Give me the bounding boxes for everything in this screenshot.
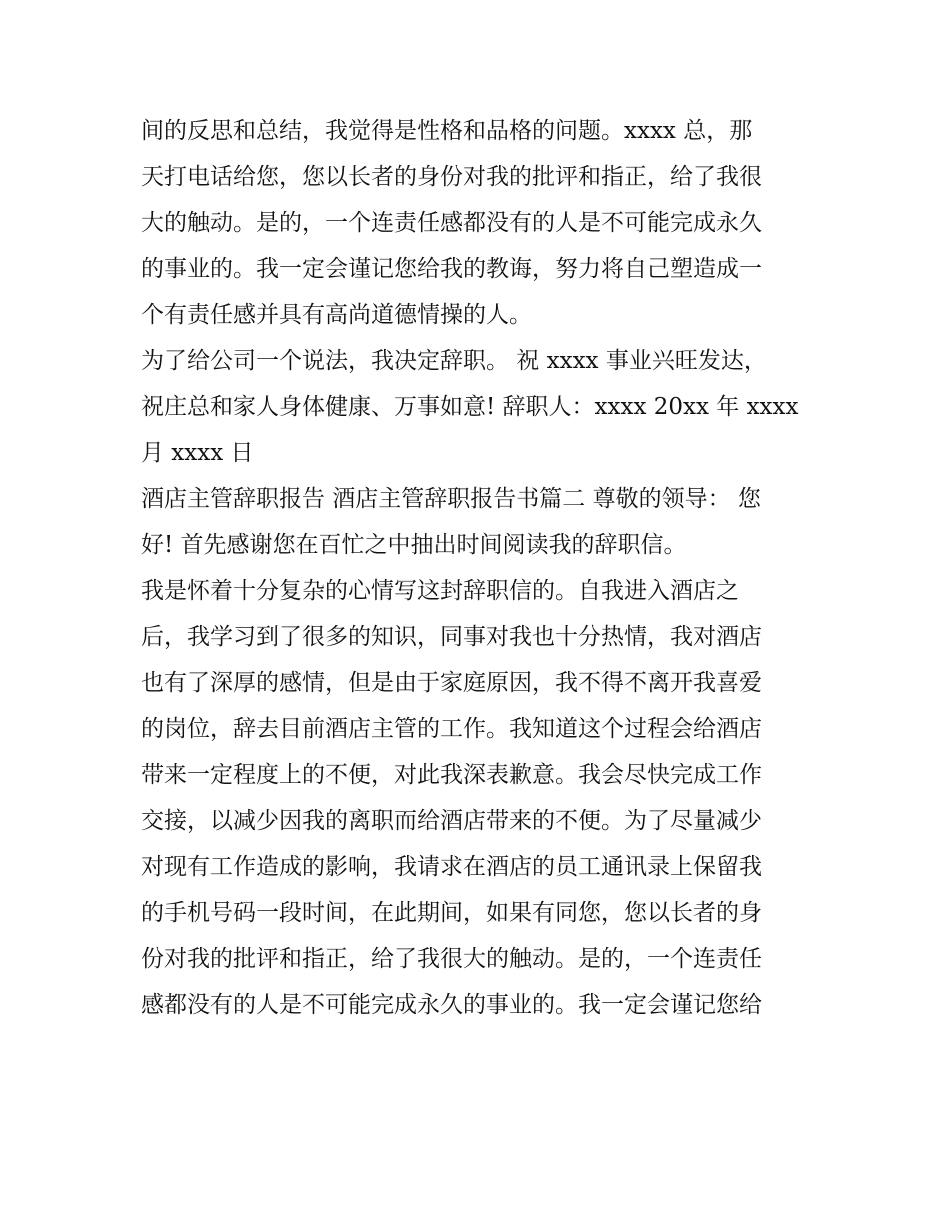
text-line-1: 间的反思和总结，我觉得是性格和品格的问题。xxxx 总，那 [141, 118, 753, 144]
document-body [141, 108, 813, 1028]
text-line-2: 天打电话给您，您以长者的身份对我的批评和指正，给了我很 [141, 164, 762, 190]
text-line-6: 为了给公司一个说法，我决定辞职。 祝 xxxx 事业兴旺发达， [141, 348, 767, 374]
text-line-19: 份对我的批评和指正，给了我很大的触动。是的，一个连责任 [141, 946, 762, 972]
text-line-3: 大的触动。是的，一个连责任感都没有的人是不可能完成永久 [141, 210, 762, 236]
text-line-7: 祝庄总和家人身体健康、万事如意! 辞职人：xxxx 20xx 年 xxxx [141, 394, 799, 420]
text-line-12: 后，我学习到了很多的知识，同事对我也十分热情，我对酒店 [141, 624, 762, 650]
text-line-11: 我是怀着十分复杂的心情写这封辞职信的。自我进入酒店之 [141, 578, 739, 604]
text-line-5: 个有责任感并具有高尚道德情操的人。 [141, 302, 532, 328]
text-line-10: 好! 首先感谢您在百忙之中抽出时间阅读我的辞职信。 [141, 532, 687, 558]
text-line-16: 交接，以减少因我的离职而给酒店带来的不便。为了尽量减少 [141, 808, 762, 834]
text-line-20: 感都没有的人是不可能完成永久的事业的。我一定会谨记您给 [141, 992, 762, 1018]
text-line-15: 带来一定程度上的不便，对此我深表歉意。我会尽快完成工作 [141, 762, 762, 788]
text-line-14: 的岗位，辞去目前酒店主管的工作。我知道这个过程会给酒店 [141, 716, 762, 742]
text-line-8: 月 xxxx 日 [141, 440, 254, 466]
text-line-17: 对现有工作造成的影响，我请求在酒店的员工通讯录上保留我 [141, 854, 762, 880]
text-line-18: 的手机号码一段时间，在此期间，如果有同您，您以长者的身 [141, 900, 762, 926]
text-line-13: 也有了深厚的感情，但是由于家庭原因，我不得不离开我喜爱 [141, 670, 762, 696]
text-line-9: 酒店主管辞职报告 酒店主管辞职报告书篇二 尊敬的领导： 您 [141, 486, 761, 512]
text-line-4: 的事业的。我一定会谨记您给我的教诲，努力将自己塑造成一 [141, 256, 762, 282]
